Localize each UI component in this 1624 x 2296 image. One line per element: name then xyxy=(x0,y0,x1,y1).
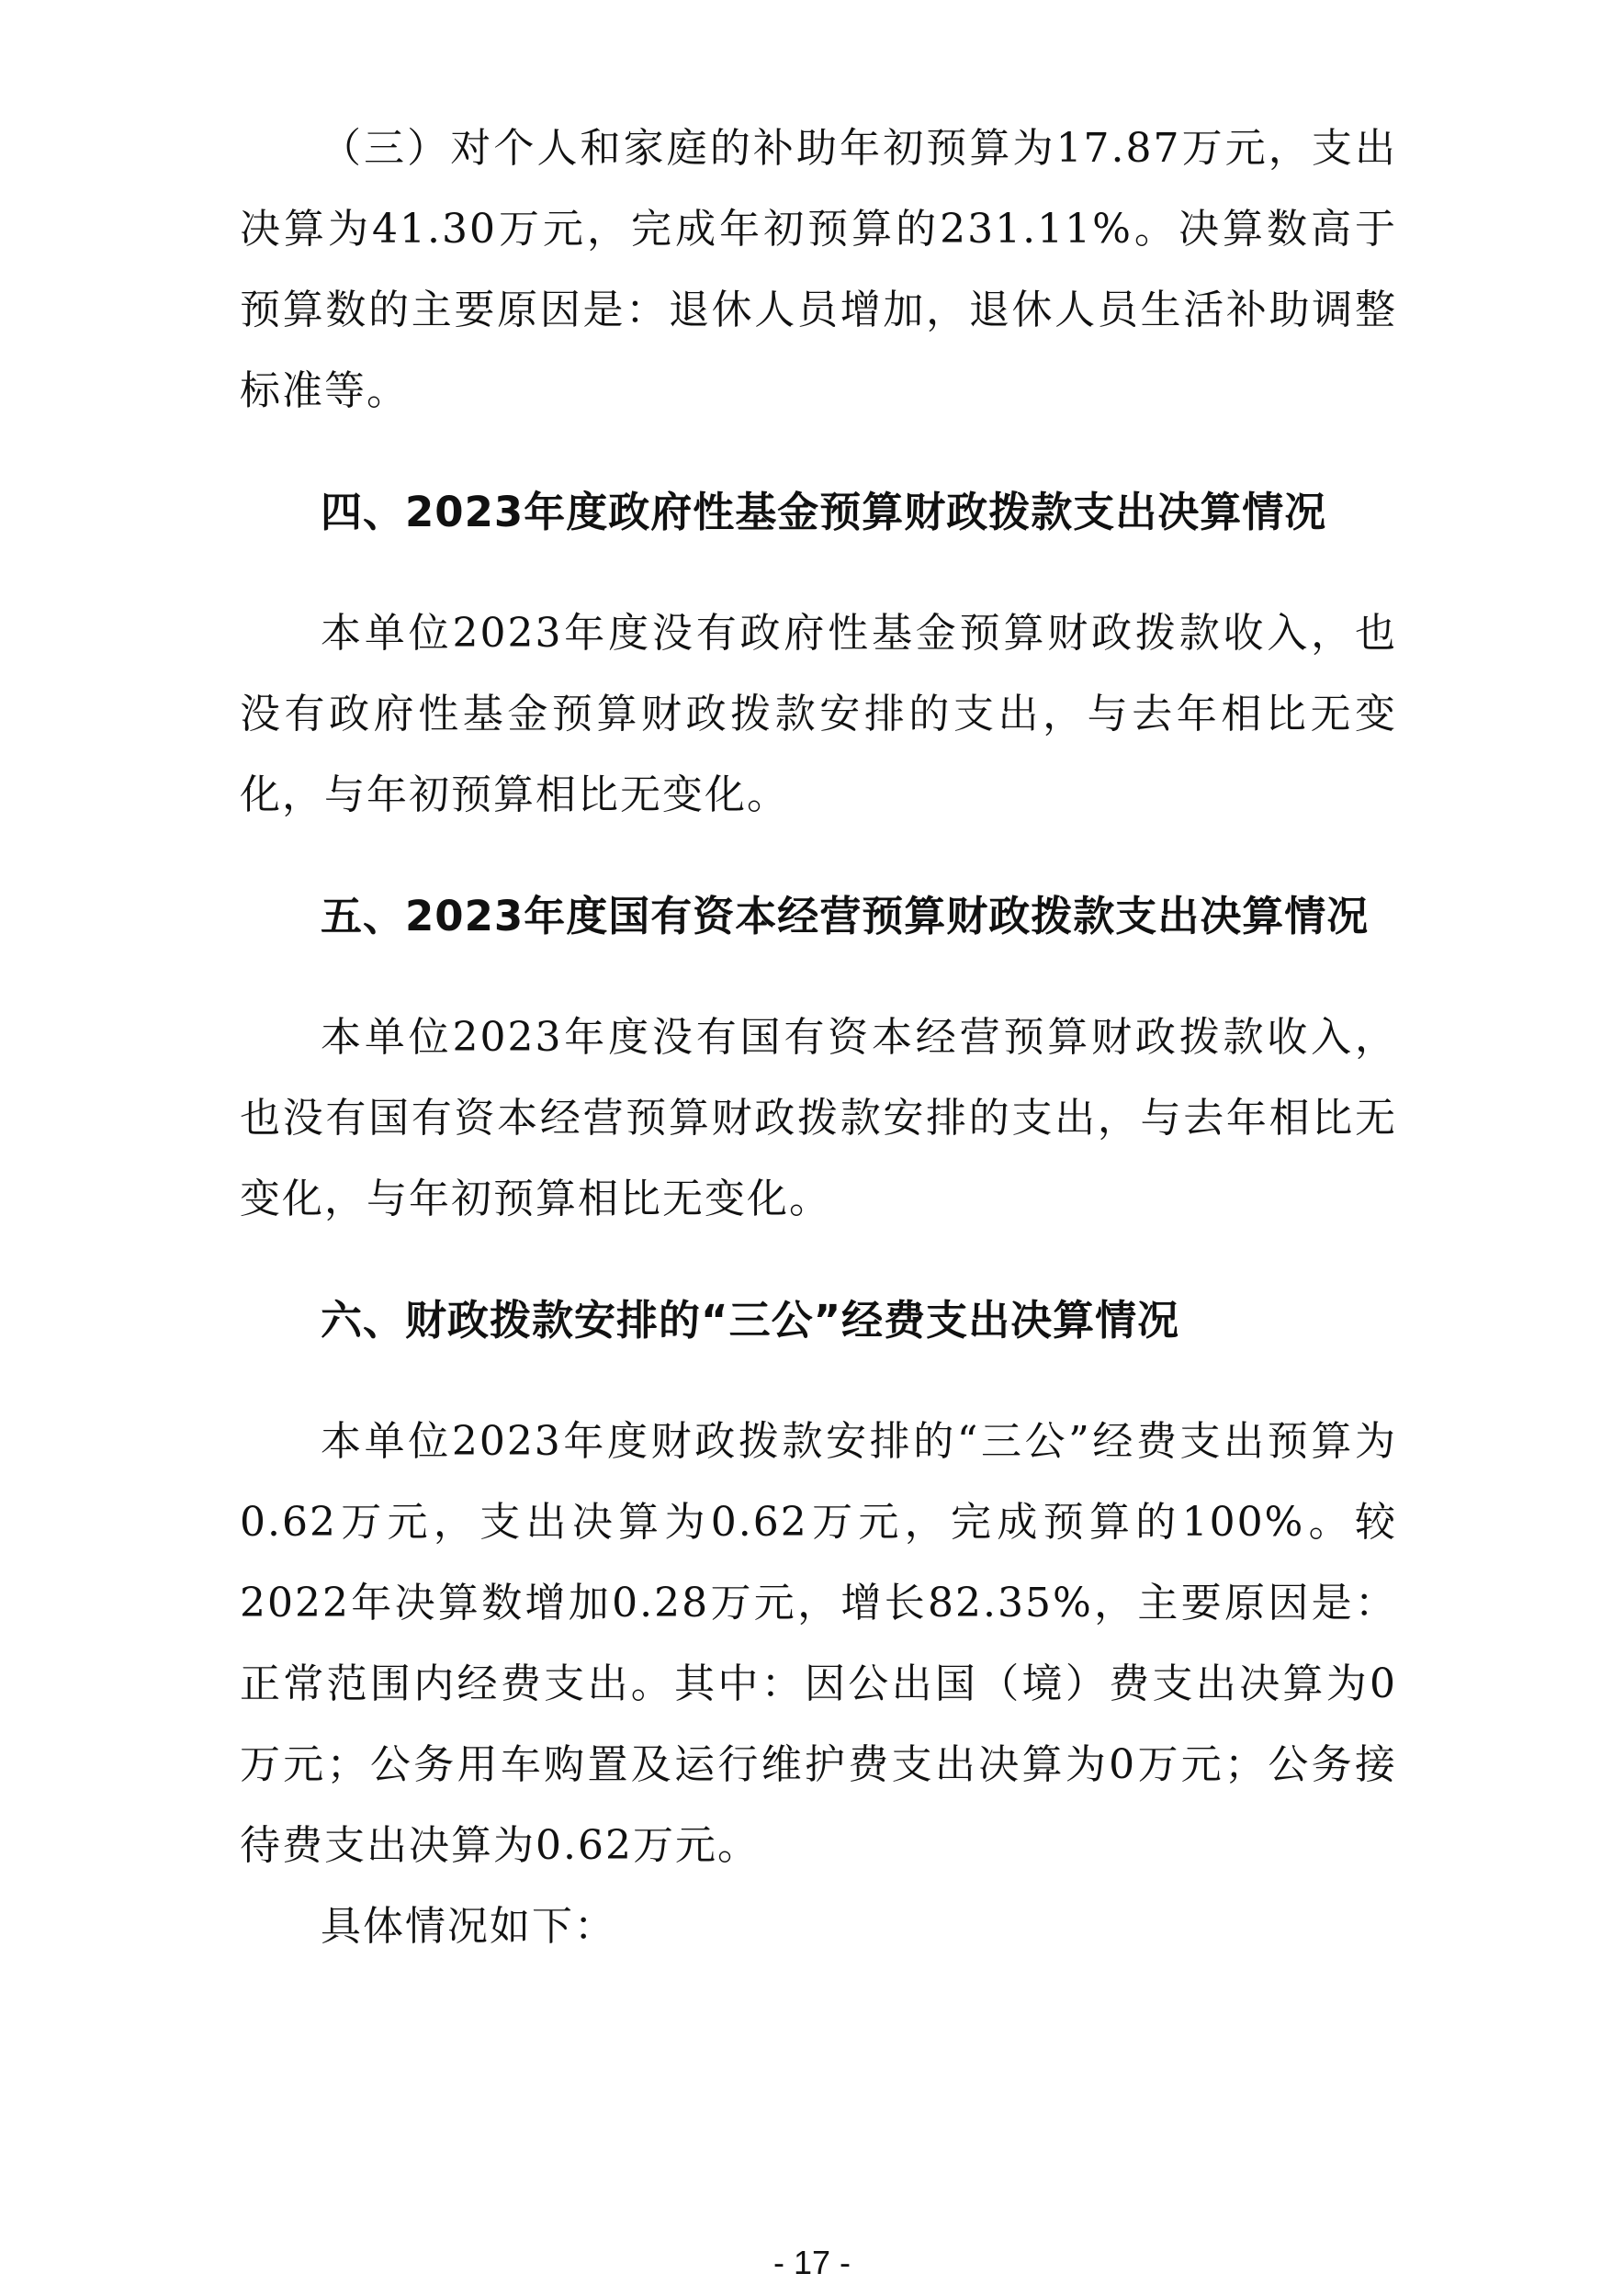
paragraph-subsidy: （三）对个人和家庭的补助年初预算为17.87万元，支出决算为41.30万元，完成年初预算的231.11%。决算数高于预算数的主要原因是：退休人员增加，退休人员生活补助调整标准等。 xyxy=(240,125,1397,414)
document-body xyxy=(240,108,1397,1967)
page-number: - 17 - xyxy=(773,2244,851,2281)
paragraph-details-intro: 具体情况如下： xyxy=(321,1903,616,1950)
section-heading-5: 五、2023年度国有资本经营预算财政拨款支出决算情况 xyxy=(321,892,1370,940)
section-heading-6: 六、财政拨款安排的“三公”经费支出决算情况 xyxy=(321,1296,1180,1345)
paragraph-three-public-expenses: 本单位2023年度财政拨款安排的“三公”经费支出预算为0.62万元，支出决算为0.62万元，完成预算的100%。较2022年决算数增加0.28万元，增长82.35%，主要原因是：正常范围内经费支出。其中：因公出国（境）费支出决算为0万元；公务用车购置及运行维护费支出决算为0万元；公务接待费支出决算为0.62万元。 xyxy=(240,1418,1397,1869)
section-heading-4: 四、2023年度政府性基金预算财政拨款支出决算情况 xyxy=(321,488,1327,536)
paragraph-government-fund: 本单位2023年度没有政府性基金预算财政拨款收入，也没有政府性基金预算财政拨款安排的支出，与去年相比无变化，与年初预算相比无变化。 xyxy=(240,610,1397,818)
paragraph-state-capital: 本单位2023年度没有国有资本经营预算财政拨款收入，也没有国有资本经营预算财政拨款安排的支出，与去年相比无变化，与年初预算相比无变化。 xyxy=(240,1014,1397,1222)
